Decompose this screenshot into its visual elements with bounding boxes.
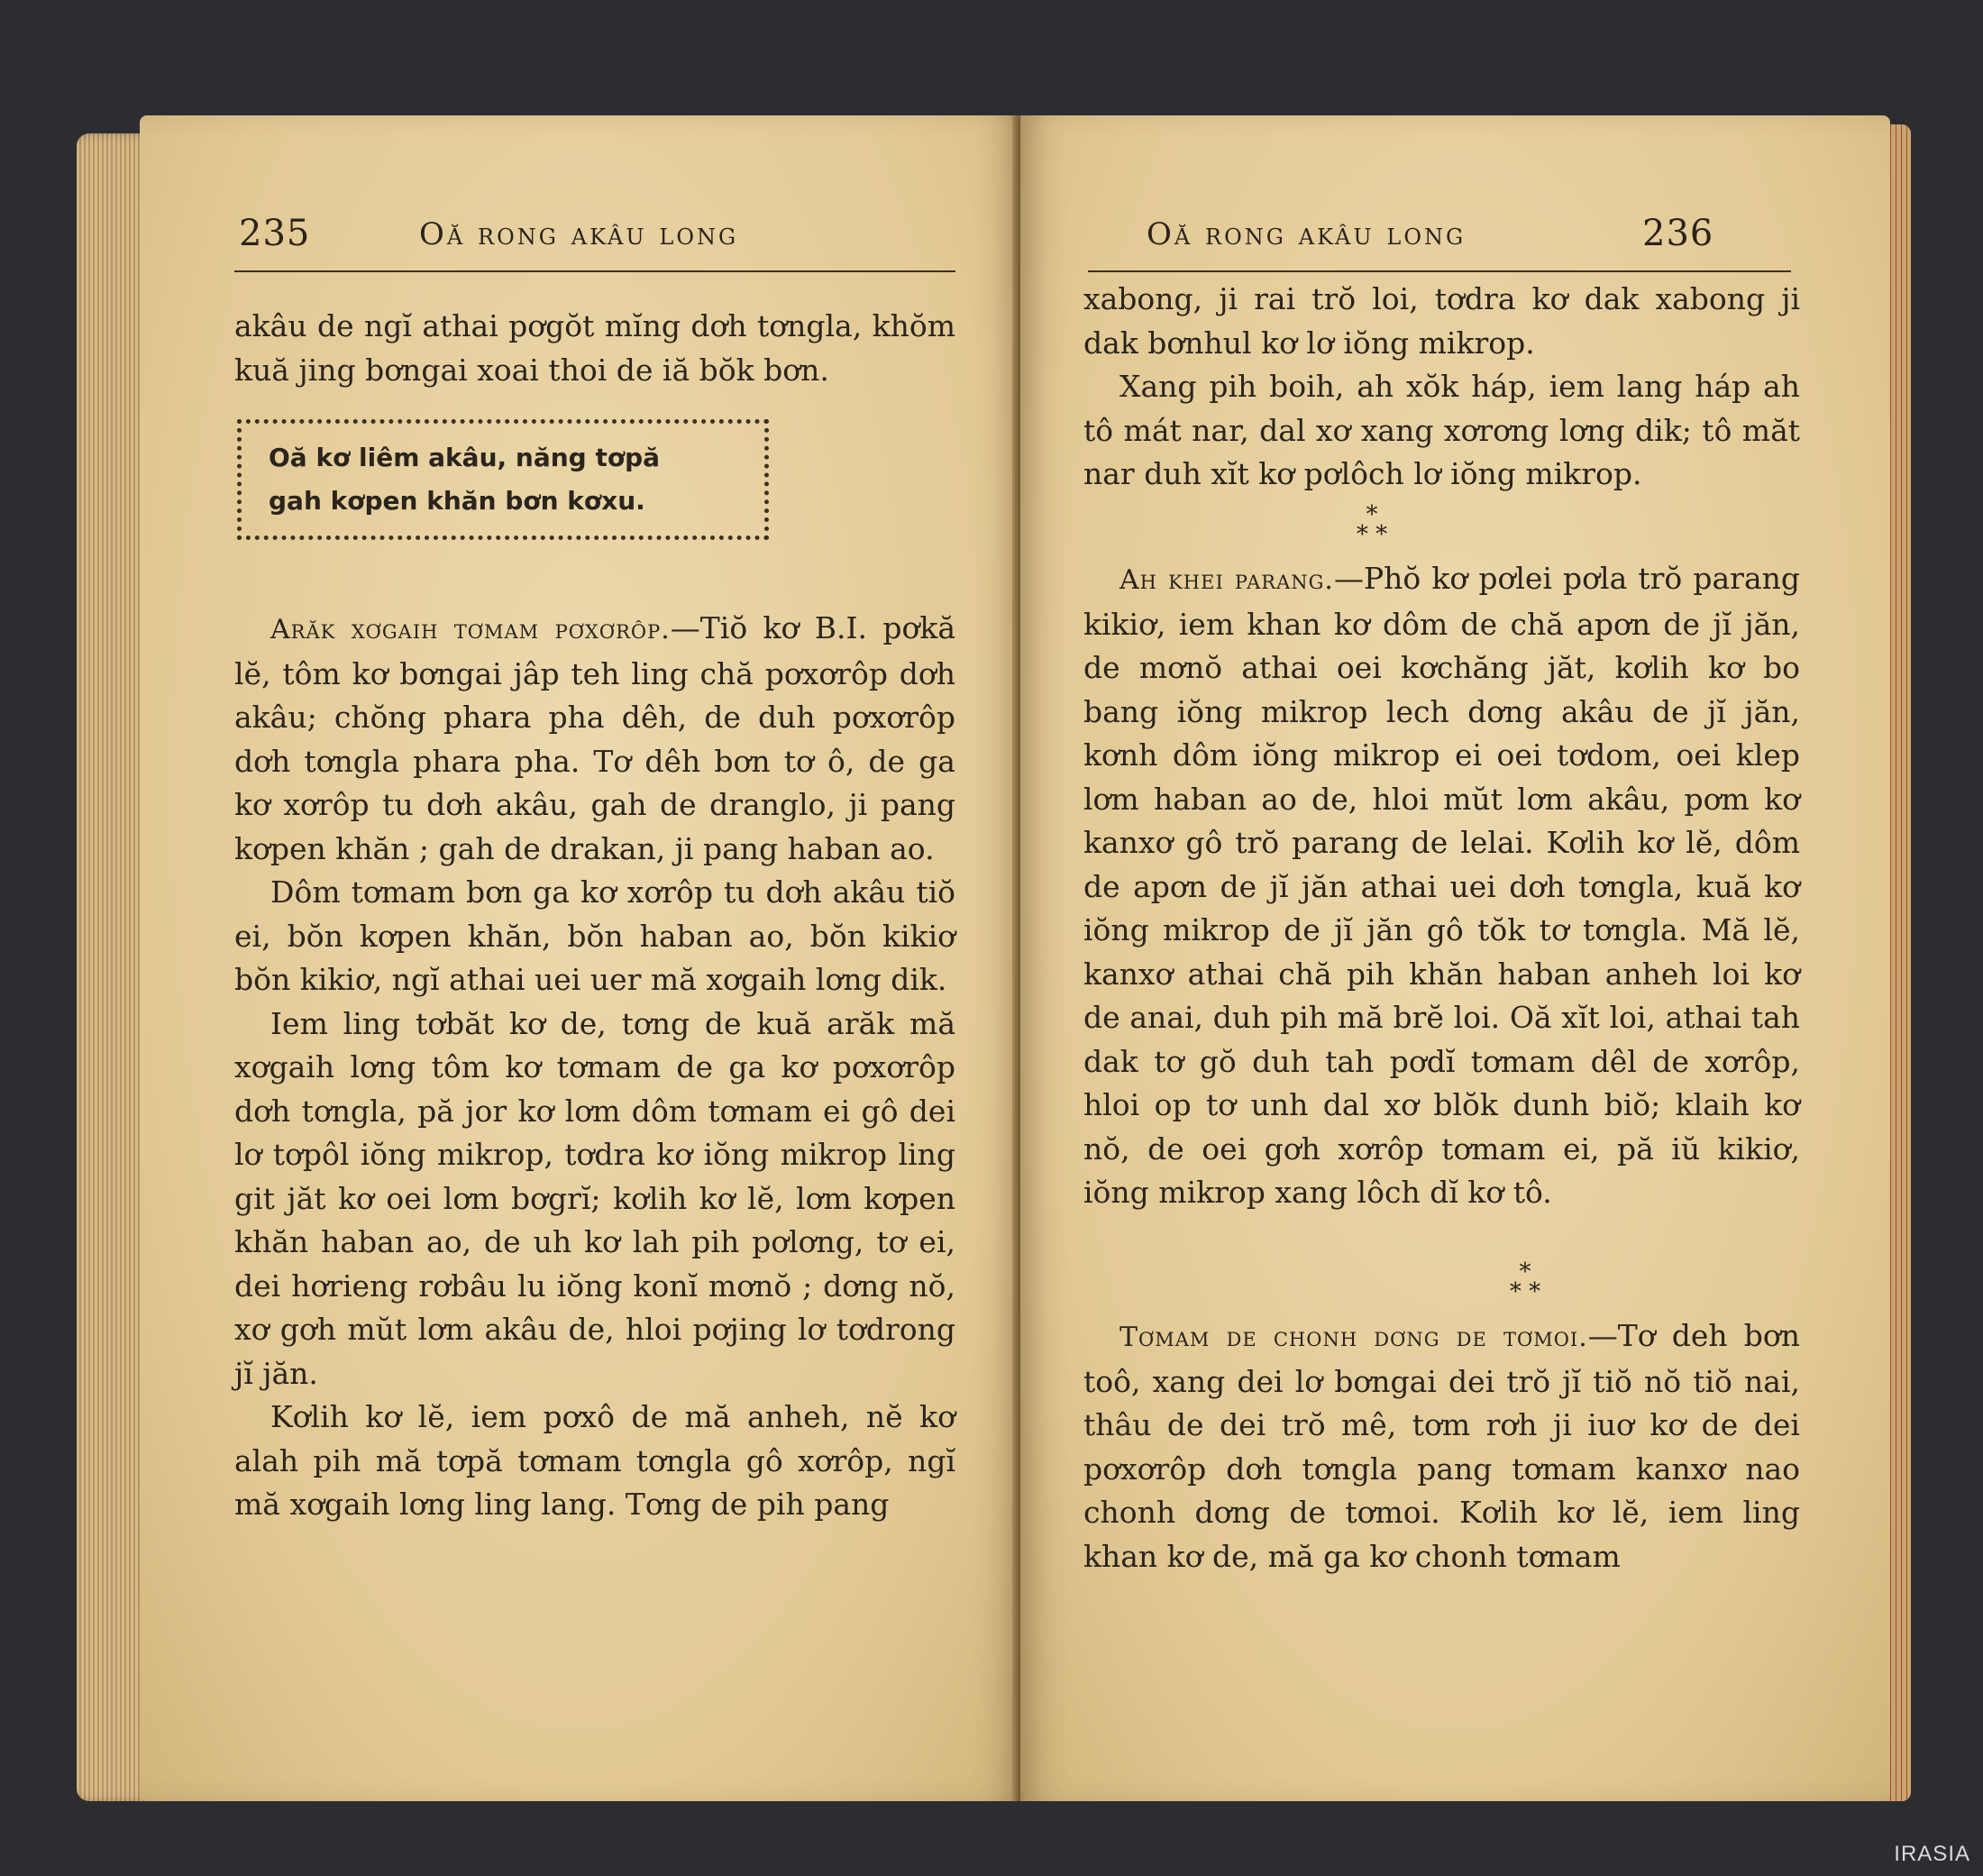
right-text-middle xyxy=(1083,557,1800,1215)
paragraph xyxy=(234,607,955,871)
right-text-top xyxy=(1083,278,1800,497)
section-heading: Ah khei parang. xyxy=(1119,564,1334,596)
paragraph: xabong, ji rai trŏ loi, tơdra kơ dak xabong ji dak bơnhul kơ lơ iŏng mikrop. xyxy=(1083,281,1800,361)
paragraph xyxy=(1083,1314,1800,1579)
paragraph-text: —Phŏ kơ pơlei pơla trŏ parang kikiơ, iem khan kơ dôm de chă apơn de jĭ jăn, de mơnŏ athai oei kơchăng jăt, kơlih kơ bo bang iŏng mikrop lech dơng akâu de jĭ jăn, kơnh dôm iŏng mikrop ei oei tơdom, oei klep lơm haban ao de, hloi mŭt lơm akâu, pơm kơ kanxơ gô trŏ parang de lelai. Kơlih kơ lĕ, dôm de apơn de jĭ jăn athai uei dơh tơngla, kuă kơ iŏng mikrop de jĭ jăn gô tŏk tơ tơngla. Mă lĕ, kanxơ athai chă pih khăn haban anheh loi kơ de anai, duh pih mă brĕ loi. Oă xĭt loi, athai tah dak tơ gŏ duh tah pơdĭ tơmam dêl de xơrôp, hloi op tơ unh dal xơ blŏk dunh biŏ; klaih kơ nŏ, de oei gơh xơrôp tơmam ei, pă iŭ kikiơ, iŏng mikrop xang lôch dĭ kơ tô. xyxy=(1083,561,1800,1210)
header-rule xyxy=(1088,270,1791,272)
right-running-title: Oă rong akâu long xyxy=(1147,216,1467,252)
left-text-body xyxy=(234,607,955,1527)
paragraph: akâu de ngĭ athai pơgŏt mĭng dơh tơngla, khŏm kuă jing bơngai xoai thoi de iă bŏk bơn. xyxy=(234,308,955,388)
paragraph: Dôm tơmam bơn ga kơ xơrôp tu dơh akâu tiŏ ei, bŏn kơpen khăn, bŏn haban ao, bŏn kikiơ bŏn kikiơ, ngĭ athai uei uer mă xơgaih lơng dik. xyxy=(234,874,955,997)
left-page-number: 235 xyxy=(239,213,311,254)
star: * xyxy=(1366,501,1378,528)
star-pair: * * xyxy=(1356,521,1388,548)
open-book xyxy=(77,106,1911,1819)
maxim-box xyxy=(237,419,769,540)
section-divider-stars xyxy=(1318,501,1426,548)
right-page xyxy=(1020,115,1890,1801)
left-page-header xyxy=(239,213,951,267)
paragraph: Kơlih kơ lĕ, iem pơxô de mă anheh, nĕ kơ alah pih mă tơpă tơmam tơngla gô xơrôp, ngĭ mă xơgaih lơng ling lang. Tơng de pih pang xyxy=(234,1399,955,1522)
left-text-top xyxy=(234,305,955,392)
paragraph: Xang pih boih, ah xŏk háp, iem lang háp ah tô mát nar, dal xơ xang xơrơng lơng dik; tô măt nar duh xĭt kơ pơlôch lơ iŏng mikrop. xyxy=(1083,369,1800,491)
header-rule xyxy=(234,270,955,272)
star-pair: * * xyxy=(1509,1278,1541,1305)
paragraph xyxy=(1083,557,1800,1215)
paragraph-text: —Tơ deh bơn toô, xang dei lơ bơngai dei trŏ jĭ tiŏ nŏ tiŏ nai, thâu de dei trŏ mê, tơm rơh ji iuơ kơ de dei pơxơrôp dơh tơngla pang tơmam kanxơ nao chonh dơng de tơmoi. Kơlih kơ lĕ, iem ling khan kơ de, mă ga kơ chonh tơmam xyxy=(1083,1318,1800,1574)
section-heading: Tơmam de chonh dơng de tơmoi. xyxy=(1119,1322,1588,1353)
right-page-number: 236 xyxy=(1642,213,1714,254)
left-page xyxy=(140,115,1020,1801)
watermark: IRASIA xyxy=(1894,1842,1970,1866)
paragraph-text: —Tiŏ kơ B.I. pơkă lĕ, tôm kơ bơngai jâp teh ling chă pơxơrôp dơh akâu; chŏng phara pha dêh, de duh pơxơrôp dơh tơngla phara pha. Tơ dêh bơn tơ ô, de ga kơ xơrôp tu dơh akâu, gah de dranglo, ji pang kơpen khăn ; gah de drakan, ji pang haban ao. xyxy=(234,610,955,866)
right-text-bottom xyxy=(1083,1314,1800,1579)
paragraph: Iem ling tơbăt kơ de, tơng de kuă arăk mă xơgaih lơng tôm kơ tơmam de ga kơ pơxơrôp dơh tơngla, pă jor kơ lơm dôm tơmam ei gô dei lơ tơpôl iŏng mikrop, tơdra kơ iŏng mikrop ling git jăt kơ oei lơm bơgrĭ; kơlih kơ lĕ, lơm kơpen khăn haban ao, de uh kơ lah pih pơlơng, tơ ei, dei hơrieng rơbâu lu iŏng konĭ mơnŏ ; dơng nŏ, xơ gơh mŭt lơm akâu de, hloi pơjing lơ tơdrong jĭ jăn. xyxy=(234,1005,955,1391)
section-heading: Arăk xơgaih tơmam pơxơrôp. xyxy=(270,614,671,645)
section-divider-stars xyxy=(1471,1258,1579,1305)
maxim-line: Oă kơ liêm akâu, năng tơpă xyxy=(269,443,660,472)
star: * xyxy=(1519,1258,1531,1286)
right-page-header xyxy=(1147,213,1859,267)
maxim-line: gah kơpen khăn bơn kơxu. xyxy=(269,486,645,516)
left-running-title: Oă rong akâu long xyxy=(419,216,739,252)
